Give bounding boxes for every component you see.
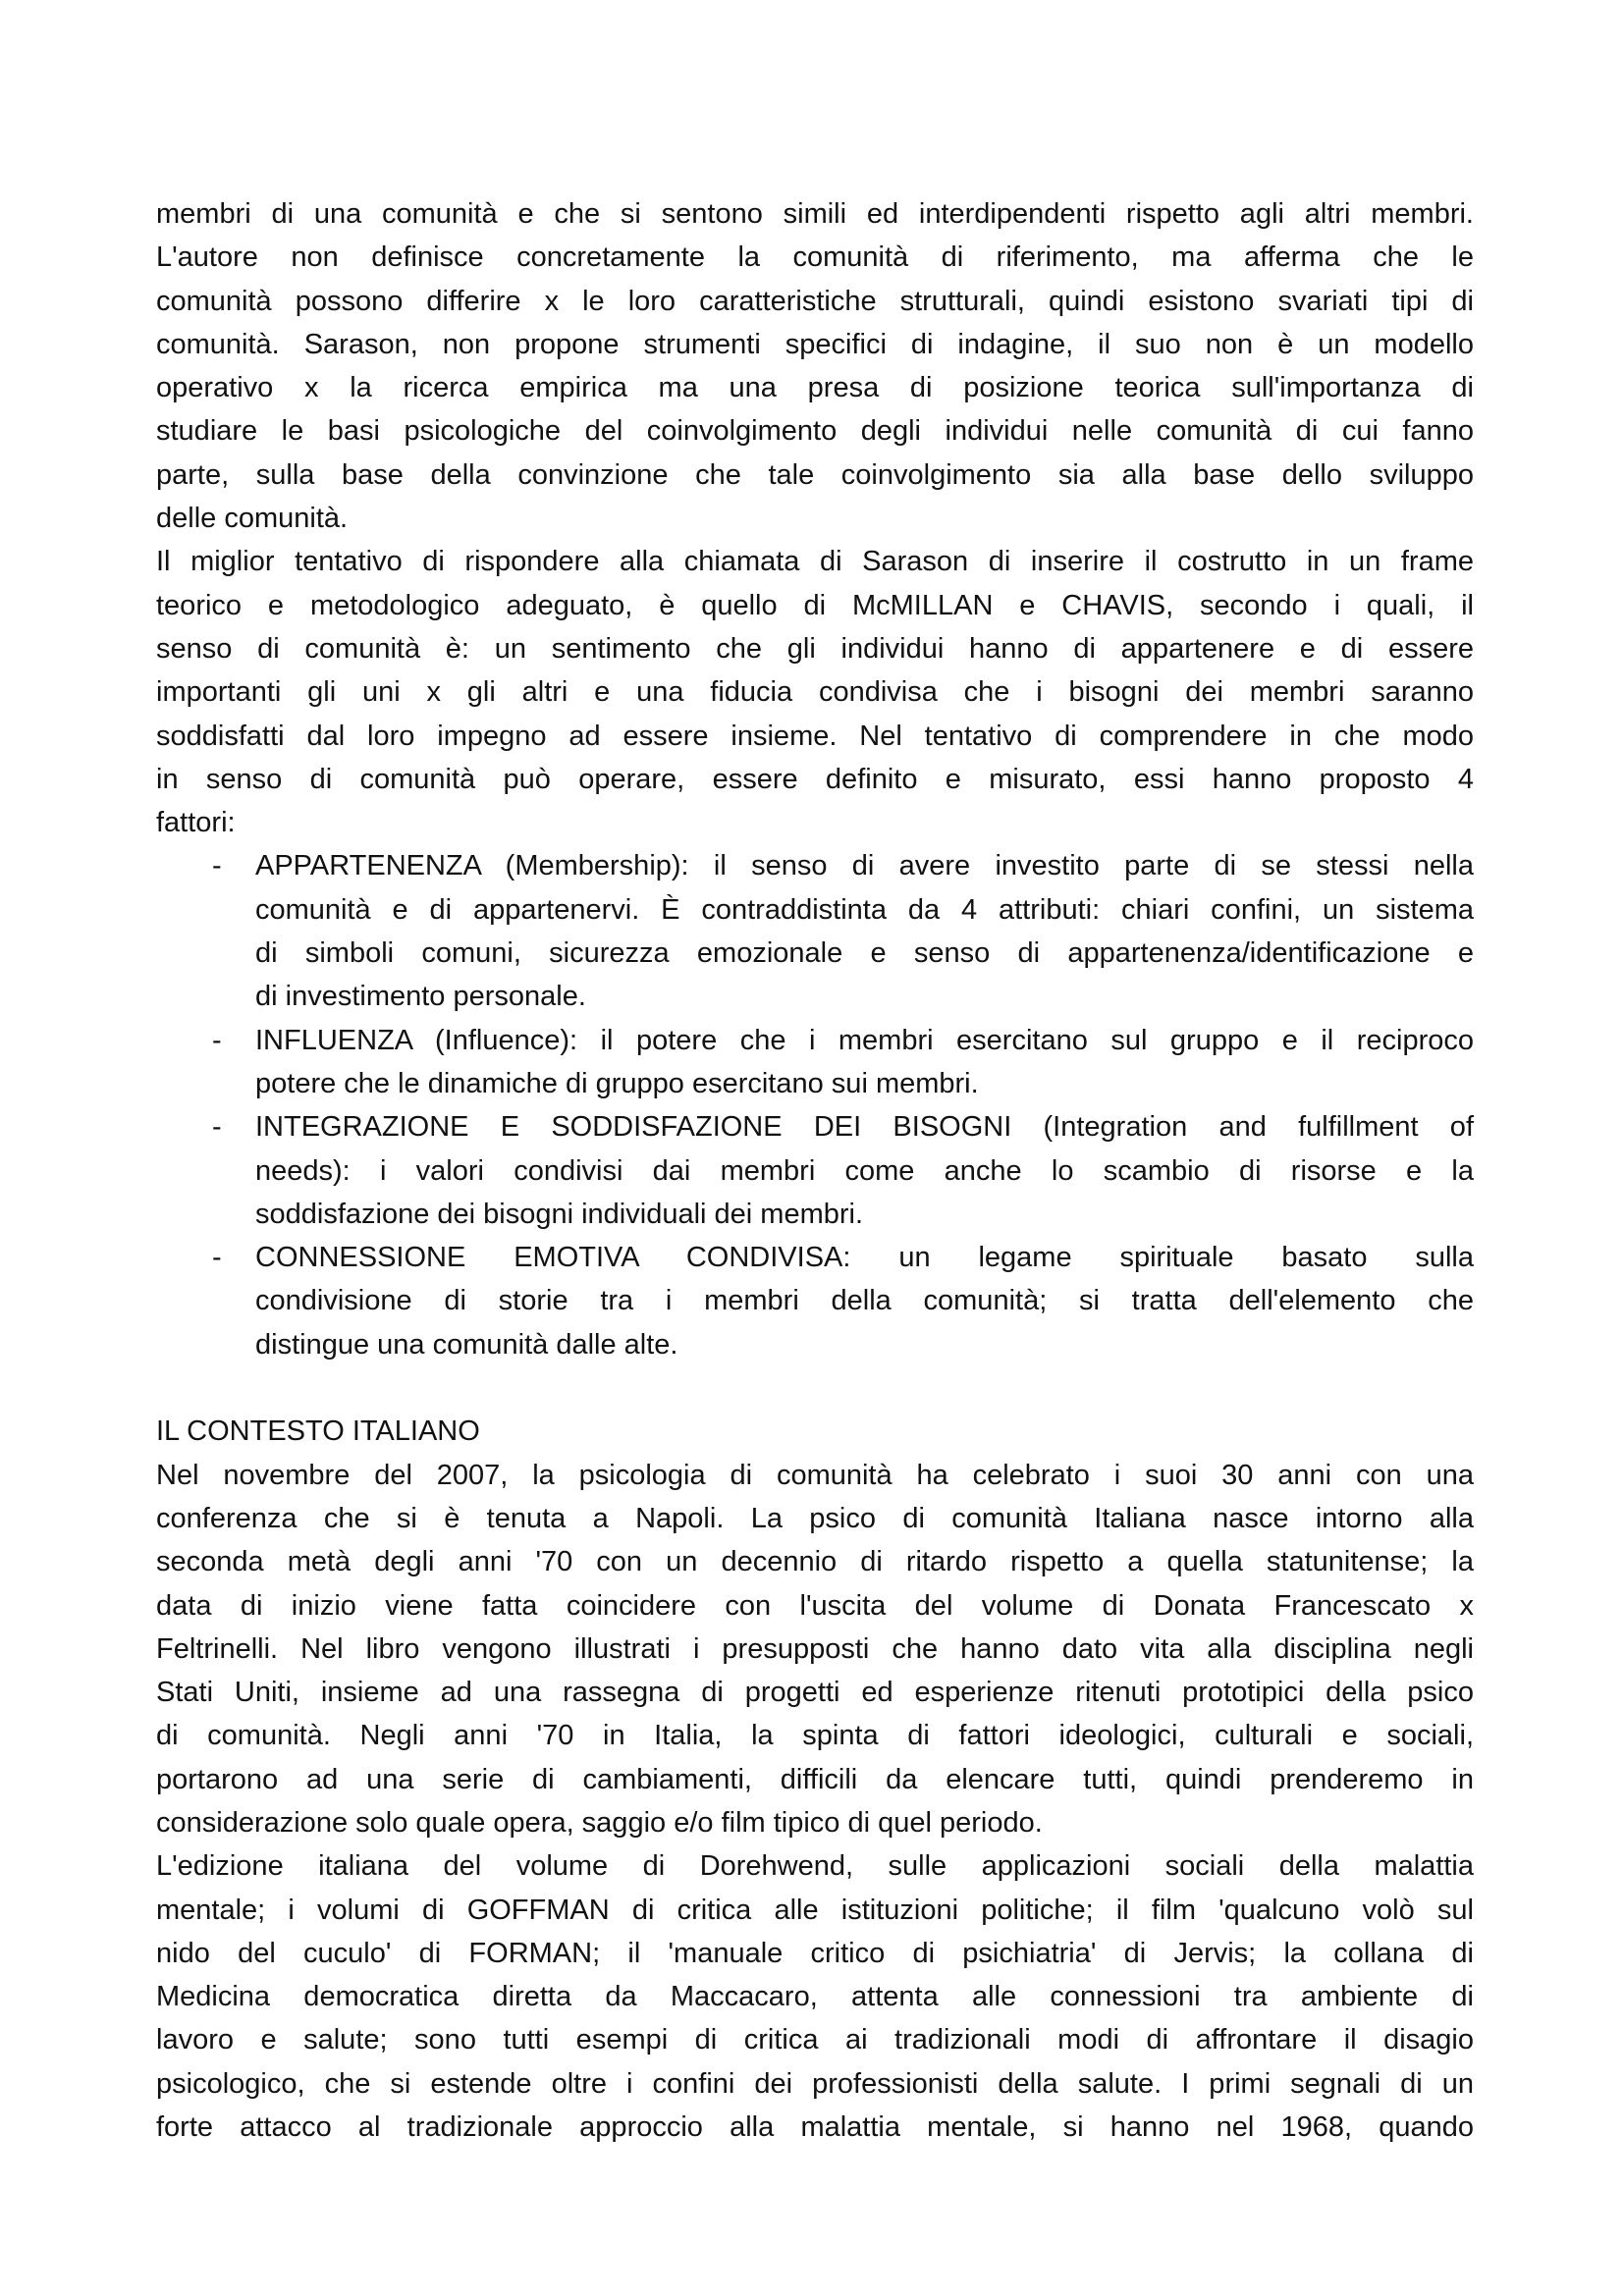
text-line: psicologico, che si estende oltre i confini dei professionisti della salute. I primi segnali di un [156,2067,1474,2100]
text-line: mentale; i volumi di GOFFMAN di critica alle istituzioni politiche; il film 'qualcuno volò sul [156,1894,1474,1926]
document-page [156,192,1474,2149]
text-line: IL CONTESTO ITALIANO [156,1415,480,1448]
list-item [156,844,1474,1018]
text-line: Medicina democratica diretta da Maccacaro, attenta alle connessioni tra ambiente di [156,1981,1474,2013]
text-line: Nel novembre del 2007, la psicologia di comunità ha celebrato i suoi 30 anni con una [156,1459,1474,1491]
text-line: fattori: [156,807,236,839]
text-line: Feltrinelli. Nel libro vengono illustrati i presupposti che hanno dato vita alla disciplina negli [156,1632,1474,1665]
text-line: delle comunità. [156,503,349,535]
text-line: needs): i valori condivisi dai membri come anche lo scambio di risorse e la [255,1154,1474,1187]
text-line: soddisfazione dei bisogni individuali dei membri. [255,1198,864,1230]
list-bullet: - [212,1024,222,1056]
paragraph [156,1454,1474,1845]
text-line: L'autore non definisce concretamente la comunità di riferimento, ma afferma che le [156,241,1474,274]
text-line: parte, sulla base della convinzione che tale coinvolgimento sia alla base dello sviluppo [156,458,1474,491]
text-line: in senso di comunità può operare, essere definito e misurato, essi hanno proposto 4 [156,763,1474,795]
text-line: forte attacco al tradizionale approccio alla malattia mentale, si hanno nel 1968, quando [156,2111,1474,2144]
text-line: condivisione di storie tra i membri della comunità; si tratta dell'elemento che [255,1285,1474,1317]
blank-line [156,1366,1474,1410]
text-line: distingue una comunità dalle alte. [255,1328,678,1361]
text-line: di investimento personale. [255,981,586,1013]
text-line: considerazione solo quale opera, saggio e/o film tipico di quel periodo. [156,1806,1043,1839]
list-item [156,1019,1474,1106]
text-line: di comunità. Negli anni '70 in Italia, la spinta di fattori ideologici, culturali e sociali, [156,1720,1474,1752]
text-line: importanti gli uni x gli altri e una fiducia condivisa che i bisogni dei membri saranno [156,676,1474,709]
text-line: soddisfatti dal loro impegno ad essere insieme. Nel tentativo di comprendere in che modo [156,720,1474,752]
list-bullet: - [212,1242,222,1274]
text-line: INTEGRAZIONE E SODDISFAZIONE DEI BISOGNI (Integration and fulfillment of [255,1111,1474,1144]
text-line: INFLUENZA (Influence): il potere che i membri esercitano sul gruppo e il reciproco [255,1024,1474,1056]
text-line: studiare le basi psicologiche del coinvolgimento degli individui nelle comunità di cui fanno [156,415,1474,448]
text-line: Stati Uniti, insieme ad una rassegna di progetti ed esperienze ritenuti prototipici della psico [156,1677,1474,1709]
text-line: comunità possono differire x le loro caratteristiche strutturali, quindi esistono svariati tipi di [156,285,1474,317]
list-item [156,1105,1474,1236]
list-bullet: - [212,1111,222,1144]
list-bullet: - [212,850,222,882]
text-line: data di inizio viene fatta coincidere con l'uscita del volume di Donata Francescato x [156,1589,1474,1622]
paragraph [156,192,1474,540]
text-line: comunità. Sarason, non propone strumenti specifici di indagine, il suo non è un modello [156,328,1474,360]
text-line: potere che le dinamiche di gruppo esercitano sui membri. [255,1067,979,1099]
text-line: CONNESSIONE EMOTIVA CONDIVISA: un legame spirituale basato sulla [255,1242,1474,1274]
paragraph [156,1844,1474,2149]
text-line: L'edizione italiana del volume di Dorehwend, sulle applicazioni sociali della malattia [156,1850,1474,1883]
text-line: lavoro e salute; sono tutti esempi di critica ai tradizionali modi di affrontare il disagio [156,2024,1474,2056]
paragraph [156,540,1474,844]
text-line: senso di comunità è: un sentimento che gli individui hanno di appartenere e di essere [156,632,1474,665]
text-line: di simboli comuni, sicurezza emozionale e senso di appartenenza/identificazione e [255,937,1474,970]
list-item [156,1236,1474,1366]
text-line: comunità e di appartenervi. È contraddistinta da 4 attributi: chiari confini, un sistema [255,893,1474,926]
text-line: APPARTENENZA (Membership): il senso di avere investito parte di se stessi nella [255,850,1474,882]
section-heading [156,1410,1474,1453]
text-line: operativo x la ricerca empirica ma una presa di posizione teorica sull'importanza di [156,372,1474,404]
text-line: portarono ad una serie di cambiamenti, difficili da elencare tutti, quindi prenderemo in [156,1763,1474,1795]
text-line: conferenza che si è tenuta a Napoli. La psico di comunità Italiana nasce intorno alla [156,1502,1474,1534]
text-line: Il miglior tentativo di rispondere alla chiamata di Sarason di inserire il costrutto in un frame [156,546,1474,578]
text-line: teorico e metodologico adeguato, è quello di McMILLAN e CHAVIS, secondo i quali, il [156,589,1474,621]
text-line: seconda metà degli anni '70 con un decennio di ritardo rispetto a quella statunitense; la [156,1546,1474,1578]
text-line: membri di una comunità e che si sentono simili ed interdipendenti rispetto agli altri membri. [156,198,1474,230]
text-line: nido del cuculo' di FORMAN; il 'manuale critico di psichiatria' di Jervis; la collana di [156,1937,1474,1969]
